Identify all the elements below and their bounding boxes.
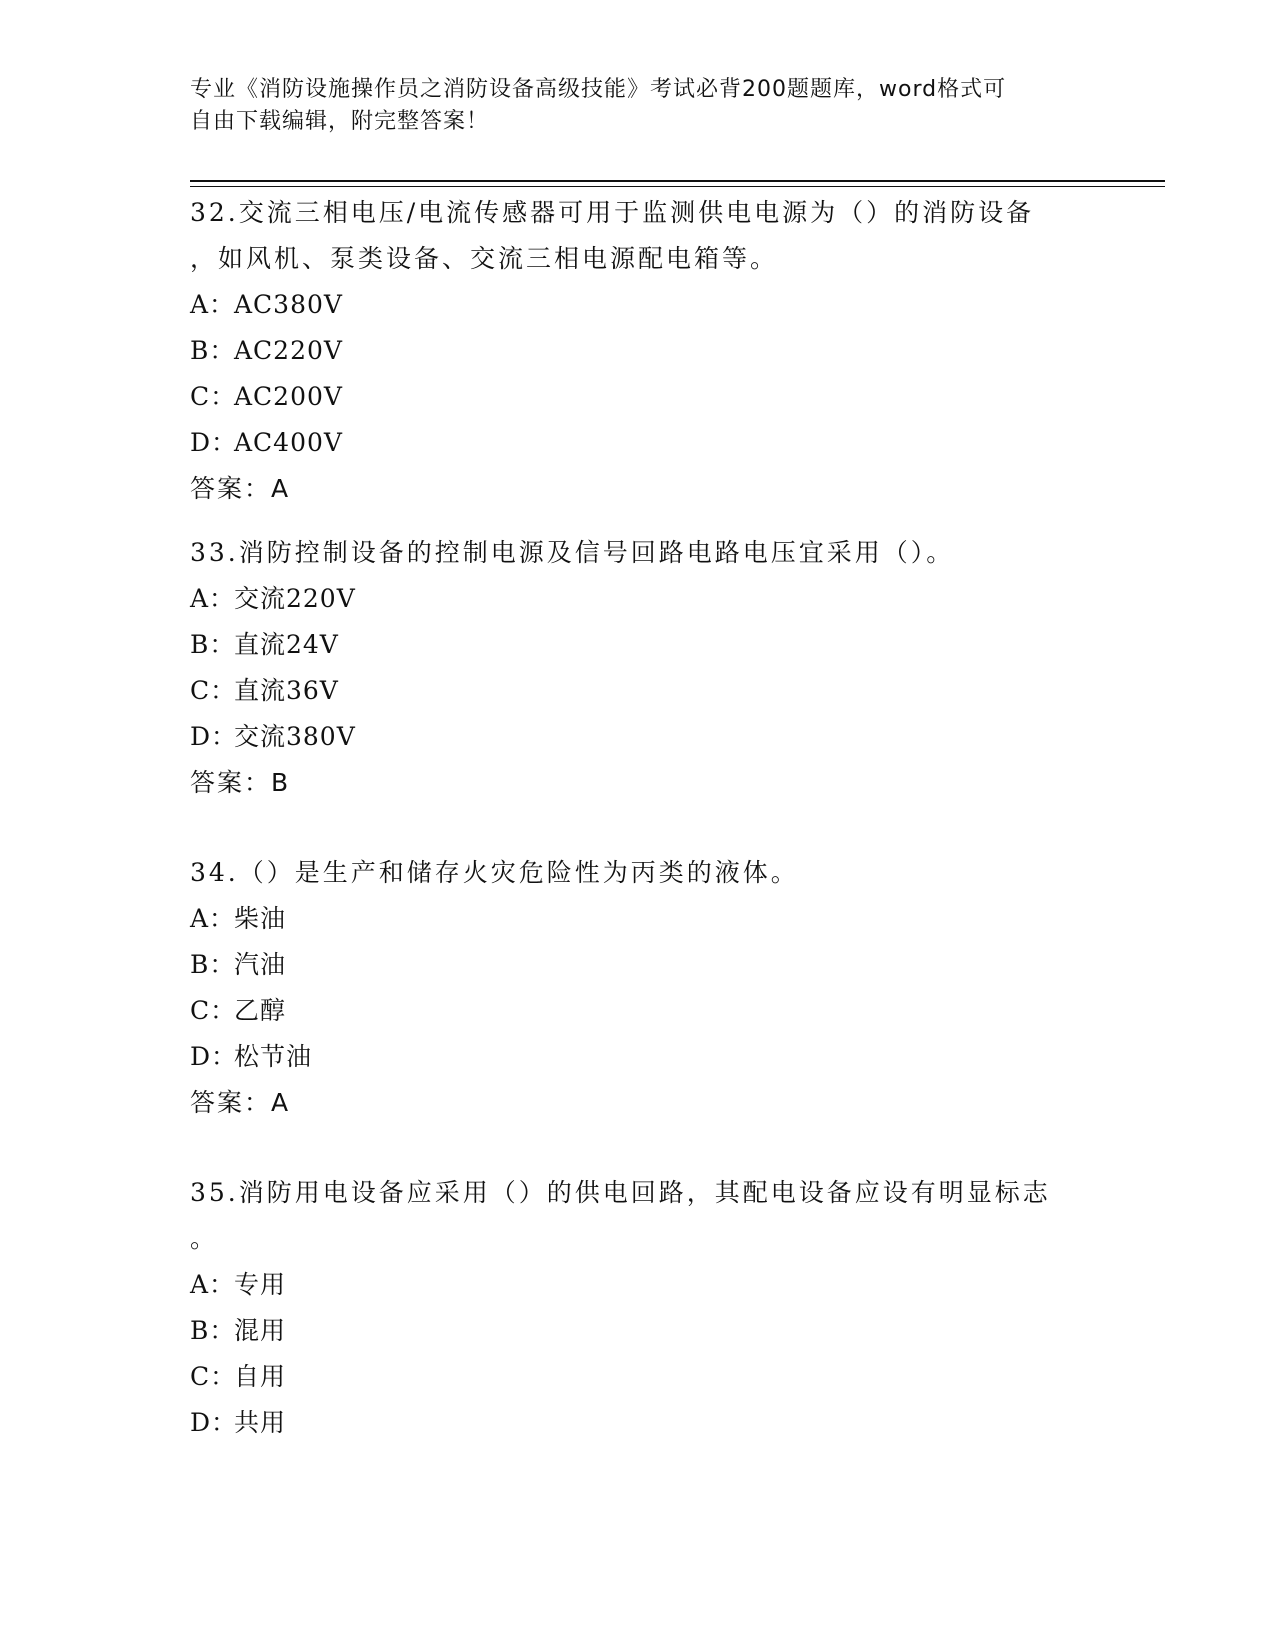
option-letter: D： [190,428,238,457]
option-letter: A： [190,584,236,613]
option-letter: B： [190,1316,236,1345]
answer-line: 答案：B [190,768,291,797]
option-a [190,896,1090,942]
option-c [190,668,1090,714]
option-text: 交流380V [234,722,356,751]
question-35 [190,1170,1090,1446]
option-d [190,420,1090,466]
question-stem-line: 34.（）是生产和储存火灾危险性为丙类的液体。 [190,858,799,887]
option-text: 松节油 [234,1042,313,1071]
question-stem-line: 32.交流三相电压/电流传感器可用于监测供电电源为（）的消防设备 [190,198,1035,227]
option-b [190,1308,1090,1354]
option-text: AC220V [234,336,343,365]
question-stem-line: ，如风机、泵类设备、交流三相电源配电箱等。 [190,244,779,273]
question-32 [190,190,1090,512]
option-d [190,1400,1090,1446]
question-stem-line: 。 [190,1224,219,1253]
option-text: 交流220V [234,584,356,613]
option-letter: B： [190,630,236,659]
option-d [190,714,1090,760]
option-a [190,1262,1090,1308]
answer-line: 答案：A [190,474,291,503]
option-letter: C： [190,676,237,705]
option-text: AC400V [234,428,343,457]
option-b [190,622,1090,668]
option-letter: B： [190,950,236,979]
option-text: AC200V [234,382,343,411]
header-divider-thick [190,180,1165,182]
option-text: 专用 [234,1270,287,1299]
question-stem-line: 33.消防控制设备的控制电源及信号回路电路电压宜采用（）。 [190,538,955,567]
header-title-line-1: 专业《消防设施操作员之消防设备高级技能》考试必背200题题库，word格式可 [190,77,1007,102]
option-d [190,1034,1090,1080]
option-text: 自用 [234,1362,287,1391]
option-letter: A： [190,290,236,319]
option-a [190,282,1090,328]
option-b [190,942,1090,988]
option-letter: D： [190,1408,238,1437]
answer-line: 答案：A [190,1088,291,1117]
option-letter: A： [190,1270,236,1299]
option-c [190,374,1090,420]
option-text: 共用 [234,1408,287,1437]
question-stem-line: 35.消防用电设备应采用（）的供电回路，其配电设备应设有明显标志 [190,1178,1051,1207]
option-c [190,988,1090,1034]
option-letter: D： [190,722,238,751]
option-a [190,576,1090,622]
option-text: 直流36V [234,676,339,705]
option-letter: C： [190,382,237,411]
option-letter: C： [190,996,237,1025]
question-33 [190,530,1090,806]
option-c [190,1354,1090,1400]
option-b [190,328,1090,374]
option-text: 混用 [234,1316,287,1345]
header-divider-thin [190,186,1165,187]
option-letter: B： [190,336,236,365]
option-text: 乙醇 [234,996,287,1025]
header-title-line-2: 自由下载编辑，附完整答案！ [190,109,490,134]
option-letter: A： [190,904,236,933]
option-letter: C： [190,1362,237,1391]
option-text: 柴油 [234,904,287,933]
option-text: AC380V [234,290,343,319]
option-text: 汽油 [234,950,287,979]
option-letter: D： [190,1042,238,1071]
document-header [190,74,1090,138]
question-34 [190,850,1090,1126]
option-text: 直流24V [234,630,339,659]
